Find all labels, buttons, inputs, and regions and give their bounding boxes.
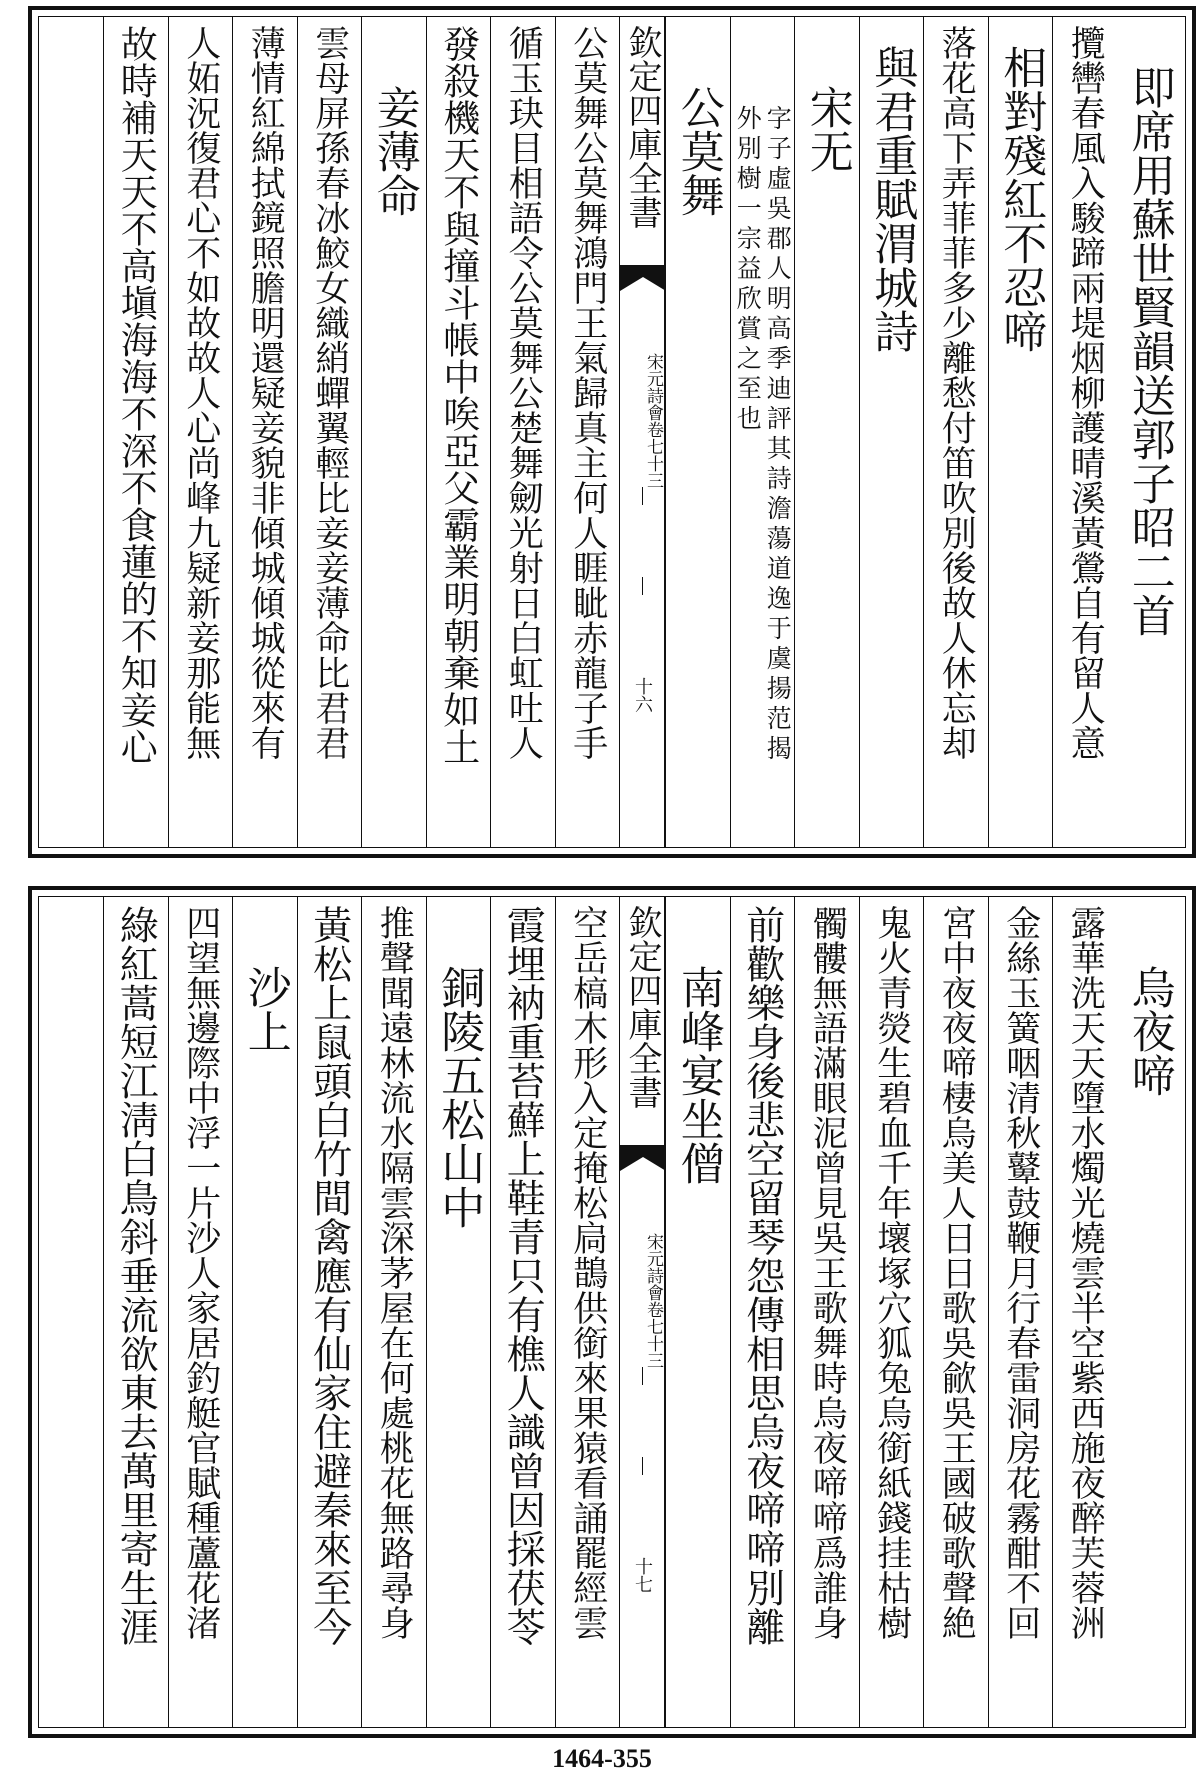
text-column: 綠紅蒿短江淸白鳥斜垂流欲東去萬里寄生涯 [113,905,159,1646]
section-heading: 公莫舞 [672,85,724,217]
section-heading: 銅陵五松山中 [433,965,485,1229]
page-bottom-left-col-0 [555,897,620,1727]
page-top [28,6,1196,858]
page-bottom-left-col-6 [168,897,233,1727]
text-column: 空岳槁木形入定掩松扃鵲供銜來果猿看誦罷經雲 [567,905,608,1640]
text-column: 髑髏無語滿眼泥曾見吳王歌舞時烏夜啼啼爲誰身 [807,905,848,1640]
text-column: 循玉玦目相語令公莫舞公楚舞劒光射日白虹吐人 [503,25,544,760]
volume-label-line: 卷七十三 [643,421,663,489]
text-column: 宮中夜夜啼棲烏美人日日歌吳歈吳王國破歌聲絶 [936,905,977,1640]
section-heading: 烏夜啼 [1123,965,1175,1097]
fold-tick [642,487,643,505]
leaf-page-number: 十七 [632,1557,653,1593]
text-column: 推聲聞遠林流水隔雲深茅屋在何處桃花無路尋身 [374,905,415,1640]
page-top-left-col-1 [490,17,555,847]
text-column: 落花高下弄菲菲多少離愁付笛吹別後故人休忘却 [936,25,977,760]
page-bottom-right-col-4 [859,897,924,1727]
text-column: 黃松上鼠頭白竹間禽應有仙家住避秦來至今 [306,905,352,1646]
page-bottom-right-col-6 [730,897,795,1727]
fold-tick [642,1367,643,1385]
fish-tail-mark-icon [620,1141,666,1175]
page-top-right-col-3 [923,17,988,847]
text-column: 前歡樂身後悲空留琴怨傳相思烏夜啼啼別離 [739,905,785,1646]
section-heading: 妾薄命 [368,85,420,217]
text-column: 四望無邊際中浮一片沙人家居釣艇官賦種蘆花渚 [180,905,221,1640]
page-top-left-col-3 [361,17,426,847]
note-line: 于虞揚范揭外別樹一宗益欣賞之至也 [733,105,793,765]
section-heading: 宋无 [801,85,853,173]
page-top-right-col-6 [730,17,795,847]
text-column: 人妬況復君心不如故故人心尚峰九疑新妾那能無 [180,25,221,760]
page-bottom-right-col-2 [988,897,1053,1727]
page-bottom-right-col-5 [794,897,859,1727]
text-column: 相對殘紅不忍啼 [995,45,1047,353]
note-line: 字子虛吳郡人明高季迪評其詩澹蕩道逸 [763,105,793,615]
volume-label [621,1233,663,1369]
text-column: 故時補天天不高塡海海不深不食蓮的不知妾心 [114,25,158,765]
text-column: 鬼火青熒生碧血千年壞塚穴狐兔烏銜紙錢挂枯樹 [871,905,912,1640]
section-heading: 南峰宴坐僧 [672,965,724,1185]
page-bottom-frame [38,896,1186,1728]
biographical-note [732,105,792,765]
page-top-left-col-5 [232,17,297,847]
page-top-right-col-0 [1117,17,1182,847]
page-bottom-right-col-0 [1117,897,1182,1727]
library-title: 欽定四庫全書 [622,25,662,229]
text-column: 與君重賦渭城詩 [866,45,918,353]
page-bottom-left-col-4 [297,897,362,1727]
volume-label-line: 卷七十三 [643,1301,663,1369]
text-column: 露華洗天天墮水燭光燒雲半空紫西施夜醉芙蓉洲 [1065,905,1106,1640]
fold-tick [642,1457,643,1475]
page-bottom [28,886,1196,1738]
page-footer-number: 1464-355 [552,1744,652,1773]
page-top-left-col-0 [555,17,620,847]
page-bottom-left-col-7 [103,897,168,1727]
page-bottom-left-col-3 [361,897,426,1727]
leaf-page-number: 十六 [632,677,653,713]
page-bottom-right-col-7 [665,897,730,1727]
text-column: 金絲玉簧咽清秋鼙鼓鞭月行春雷洞房花霧酣不回 [1000,905,1041,1640]
page-top-right-col-4 [859,17,924,847]
page-top-right-col-7 [665,17,730,847]
page-top-left-col-7 [103,17,168,847]
page-top-left-col-6 [168,17,233,847]
volume-label [621,353,663,489]
page-bottom-left-col-1 [490,897,555,1727]
section-heading: 沙上 [239,965,291,1053]
page-top-left-col-2 [426,17,491,847]
text-column: 霞埋衲重苔蘚上鞋青只有樵人識曾因採茯苓 [500,905,546,1646]
volume-label-line: 宋元詩會 [643,1233,663,1301]
text-column: 公莫舞公莫舞鴻門王氣歸真主何人睚眦赤龍子手 [567,25,608,760]
page-top-frame [38,16,1186,848]
center-fold [619,897,665,1727]
text-column: 薄情紅綿拭鏡照膽明還疑妾貌非傾城傾城從來有 [245,25,286,760]
text-column: 即席用蘇世賢韻送郭子昭二首 [1123,65,1175,637]
page-bottom-left-col-5 [232,897,297,1727]
page-top-right-col-5 [794,17,859,847]
page-top-right-col-2 [988,17,1053,847]
page-bottom-right-col-1 [1052,897,1117,1727]
page-bottom-left-col-2 [426,897,491,1727]
center-fold [619,17,665,847]
text-column: 發殺機天不與撞斗帳中唉亞父霸業明朝棄如土 [436,25,480,765]
text-column: 雲母屏孫春冰鮫女織綃蟬翼輕比妾妾薄命比君君 [309,25,350,760]
page-top-right-col-1 [1052,17,1117,847]
volume-label-line: 宋元詩會 [643,353,663,421]
fish-tail-mark-icon [620,261,666,295]
text-column: 攬轡春風入駿蹄兩堤烟柳護晴溪黃鶯自有留人意 [1065,25,1106,760]
library-title: 欽定四庫全書 [622,905,662,1109]
fold-tick [642,577,643,595]
page-bottom-right-col-3 [923,897,988,1727]
page-top-left-col-4 [297,17,362,847]
